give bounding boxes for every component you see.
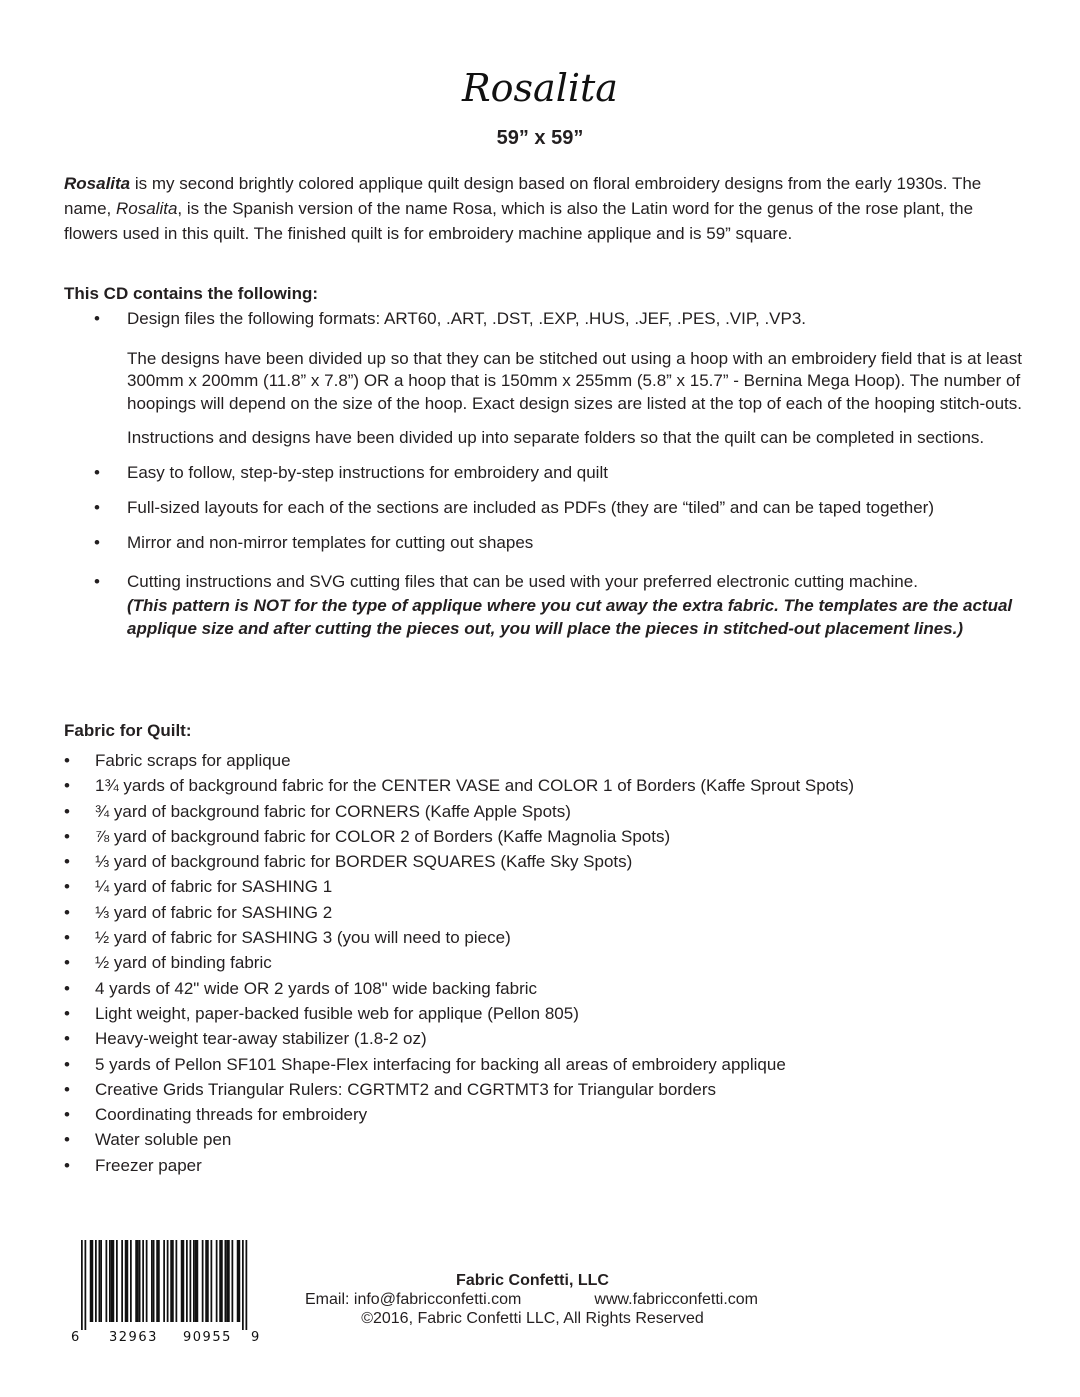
- barcode-bar: [158, 1240, 160, 1322]
- barcode-bar: [172, 1240, 174, 1322]
- bullet: •: [64, 826, 70, 846]
- fabric-item-text: Heavy-weight tear-away stabilizer (1.8-2 oz): [95, 1029, 427, 1049]
- fabric-item-text: ⅓ yard of fabric for SASHING 2: [95, 902, 333, 922]
- footer: [300, 1271, 765, 1328]
- fabric-list-item: [64, 976, 1024, 1001]
- barcode-bar: [190, 1240, 192, 1322]
- bullet: •: [64, 1054, 70, 1074]
- barcode-bar: [207, 1240, 209, 1322]
- barcode-bar: [183, 1240, 185, 1322]
- fabric-list-item: [64, 1077, 1024, 1102]
- cd-item-cutting: [64, 571, 1024, 641]
- bullet: •: [64, 1105, 70, 1125]
- barcode-bar: [239, 1240, 241, 1322]
- intro-italic-name: Rosalita: [115, 199, 178, 218]
- footer-contact: [300, 1290, 765, 1309]
- barcode-bar: [228, 1240, 230, 1322]
- fabric-list-item: [64, 874, 1024, 899]
- cd-item-instructions: [64, 462, 1024, 485]
- barcode-bar: [237, 1240, 239, 1322]
- barcode-bar: [127, 1240, 129, 1322]
- bullet: •: [64, 928, 70, 948]
- fabric-list-item: [64, 824, 1024, 849]
- barcode-bar: [197, 1240, 199, 1322]
- fabric-item-text: ½ yard of fabric for SASHING 3 (you will need to piece): [95, 928, 511, 948]
- cd-item-text: Design files the following formats: ART60, .ART, .DST, .EXP, .HUS, .JEF, .PES, .VIP, .VP3.: [127, 309, 807, 328]
- bullet: •: [94, 309, 100, 328]
- fabric-item-text: Fabric scraps for applique: [95, 751, 291, 770]
- footer-email[interactable]: Email: info@fabricconfetti.com: [305, 1291, 522, 1308]
- barcode-bar: [90, 1240, 92, 1322]
- fabric-list-item: [64, 1052, 1024, 1077]
- barcode-bar: [193, 1240, 195, 1322]
- quilt-size: 59” x 59”: [496, 127, 584, 149]
- barcode-bar: [226, 1240, 228, 1322]
- barcode-last-digit: 9: [251, 1330, 260, 1342]
- fabric-list-item: [64, 900, 1024, 925]
- cd-item-text: Mirror and non-mirror templates for cutting out shapes: [127, 532, 534, 552]
- fabric-item-text: 5 yards of Pellon SF101 Shape-Flex interfacing for backing all areas of embroidery applique: [95, 1054, 786, 1074]
- bullet: •: [64, 751, 70, 770]
- bullet: •: [64, 801, 70, 821]
- barcode-bar: [181, 1240, 183, 1322]
- bullet: •: [94, 572, 100, 591]
- barcode-bar: [146, 1240, 148, 1322]
- fabric-item-text: Light weight, paper-backed fusible web for applique (Pellon 805): [95, 1003, 579, 1023]
- barcode-bar: [95, 1240, 97, 1322]
- fabric-item-text: ⅞ yard of background fabric for COLOR 2 of Borders (Kaffe Magnolia Spots): [95, 826, 671, 846]
- bullet: •: [64, 776, 70, 796]
- barcode-bar: [130, 1240, 132, 1322]
- barcode-bar: [232, 1240, 234, 1322]
- cd-item-text: Full-sized layouts for each of the sections are included as PDFs (they are “tiled” and can be taped together): [127, 497, 934, 517]
- cd-item-folders-paragraph: Instructions and designs have been divided up into separate folders so that the quilt can be completed in sections.: [127, 428, 985, 447]
- intro-text-2: , is the Spanish version of the name Rosa, which is also the Latin word for the genus of the rose plant, the flowers used in this quilt. The finished quilt is for embroidery machine applique and is 59” square.: [64, 199, 974, 243]
- footer-company: Fabric Confetti, LLC: [456, 1272, 609, 1289]
- bullet: •: [64, 1130, 70, 1150]
- barcode-bar: [211, 1240, 213, 1322]
- bullet: •: [64, 877, 70, 897]
- cd-heading: This CD contains the following:: [64, 284, 319, 303]
- footer-website[interactable]: www.fabricconfetti.com: [594, 1291, 758, 1308]
- barcode-bar: [99, 1240, 101, 1322]
- barcode-bar: [142, 1240, 144, 1322]
- barcode-bar: [116, 1240, 118, 1322]
- barcode-bar: [92, 1240, 94, 1322]
- barcode-bar: [205, 1240, 207, 1322]
- barcode-bar: [170, 1240, 172, 1322]
- barcode-bar: [195, 1240, 197, 1322]
- barcode-bar: [109, 1240, 111, 1322]
- intro-text-1: is my second brightly colored applique quilt design based on floral embroidery designs from the early 1930s. The name,: [64, 174, 982, 218]
- bullet: •: [64, 953, 70, 973]
- barcode-bar: [202, 1240, 204, 1322]
- barcode-bar: [221, 1240, 223, 1322]
- cd-item-templates: [64, 532, 1024, 555]
- fabric-item-text: Water soluble pen: [95, 1130, 232, 1150]
- bullet: •: [94, 497, 100, 517]
- fabric-item-text: 4 yards of 42" wide OR 2 yards of 108" wide backing fabric: [95, 978, 538, 998]
- barcode: [71, 1238, 261, 1342]
- fabric-list-item: [64, 1026, 1024, 1051]
- fabric-item-text: ½ yard of binding fabric: [95, 953, 272, 973]
- fabric-heading: Fabric for Quilt:: [64, 721, 192, 740]
- intro-bold-name: Rosalita: [64, 174, 131, 193]
- intro-paragraph: [64, 171, 1024, 246]
- page-title: Rosalita: [462, 66, 618, 110]
- barcode-left-digits: 32963: [109, 1330, 158, 1342]
- cd-item-text: Easy to follow, step-by-step instructions for embroidery and quilt: [127, 462, 608, 482]
- fabric-item-text: Coordinating threads for embroidery: [95, 1105, 368, 1125]
- fabric-list-item: [64, 748, 1024, 773]
- fabric-list-item: [64, 849, 1024, 874]
- fabric-item-text: ⅓ yard of background fabric for BORDER SQUARES (Kaffe Sky Spots): [95, 852, 633, 872]
- fabric-list-item: [64, 1102, 1024, 1127]
- fabric-list-item: [64, 1153, 1024, 1178]
- fabric-list-item: [64, 1001, 1024, 1026]
- barcode-bar: [81, 1240, 83, 1330]
- barcode-first-digit: 6: [71, 1330, 80, 1342]
- barcode-bar: [111, 1240, 113, 1322]
- barcode-bar: [219, 1240, 221, 1322]
- barcode-bar: [137, 1240, 139, 1322]
- barcode-bar: [167, 1240, 169, 1322]
- cd-item-cutting-note: (This pattern is NOT for the type of applique where you cut away the extra fabric. The templates are the actual applique size and after cutting the pieces out, you will place the pieces in stitched-out placement lines.): [127, 595, 1013, 638]
- fabric-list-item: [64, 950, 1024, 975]
- bullet: •: [64, 902, 70, 922]
- barcode-bar: [216, 1240, 218, 1322]
- fabric-item-text: Freezer paper: [95, 1155, 202, 1175]
- barcode-bar: [113, 1240, 115, 1322]
- fabric-list-item: [64, 773, 1024, 798]
- cd-item-text: Cutting instructions and SVG cutting files that can be used with your preferred electronic cutting machine.: [127, 572, 918, 591]
- barcode-bar: [100, 1240, 102, 1322]
- barcode-bar: [153, 1240, 155, 1322]
- bullet: •: [94, 462, 100, 482]
- cd-contents-list: [64, 308, 1024, 641]
- barcode-bar: [106, 1240, 108, 1322]
- barcode-bar: [156, 1240, 158, 1322]
- fabric-list-item: [64, 925, 1024, 950]
- barcode-bar: [125, 1240, 127, 1322]
- footer-copyright: ©2016, Fabric Confetti LLC, All Rights Reserved: [361, 1310, 704, 1327]
- fabric-item-text: Creative Grids Triangular Rulers: CGRTMT2 and CGRTMT3 for Triangular borders: [95, 1079, 717, 1099]
- barcode-right-digits: 90955: [183, 1330, 232, 1342]
- bullet: •: [64, 1079, 70, 1099]
- bullet: •: [64, 978, 70, 998]
- bullet: •: [64, 1155, 70, 1175]
- fabric-item-text: ¾ yard of background fabric for CORNERS (Kaffe Apple Spots): [95, 801, 571, 821]
- bullet: •: [64, 852, 70, 872]
- fabric-list: [64, 748, 1024, 1178]
- barcode-bar: [135, 1240, 137, 1322]
- barcode-bar: [246, 1240, 248, 1330]
- barcode-bar: [225, 1240, 227, 1322]
- bullet: •: [94, 532, 100, 552]
- cd-item-design-files: [64, 308, 1024, 450]
- fabric-list-item: [64, 799, 1024, 824]
- barcode-bar: [242, 1240, 244, 1330]
- barcode-bar: [163, 1240, 165, 1322]
- barcode-bar: [85, 1240, 87, 1330]
- fabric-list-item: [64, 1127, 1024, 1152]
- barcode-bar: [186, 1240, 188, 1322]
- barcode-bar: [151, 1240, 153, 1322]
- barcode-bar: [176, 1240, 178, 1322]
- fabric-item-text: ¼ yard of fabric for SASHING 1: [95, 877, 333, 897]
- barcode-bar: [121, 1240, 123, 1322]
- barcode-bar: [139, 1240, 141, 1322]
- cd-item-hoop-paragraph: The designs have been divided up so that they can be stitched out using a hoop with an embroidery field that is at least 300mm x 200mm (11.8” x 7.8”) OR a hoop that is 150mm x 255mm (5.8” x 15.7” - Bernina Mega Hoop). The number of hoopings will depend on the size of the hoop. Exact design sizes are listed at the top of each of the hooping stitch-outs.: [127, 348, 1022, 413]
- cd-item-layouts: [64, 497, 1024, 520]
- bullet: •: [64, 1029, 70, 1049]
- fabric-item-text: 1¾ yards of background fabric for the CENTER VASE and COLOR 1 of Borders (Kaffe Sprout Spots): [95, 776, 855, 796]
- bullet: •: [64, 1003, 70, 1023]
